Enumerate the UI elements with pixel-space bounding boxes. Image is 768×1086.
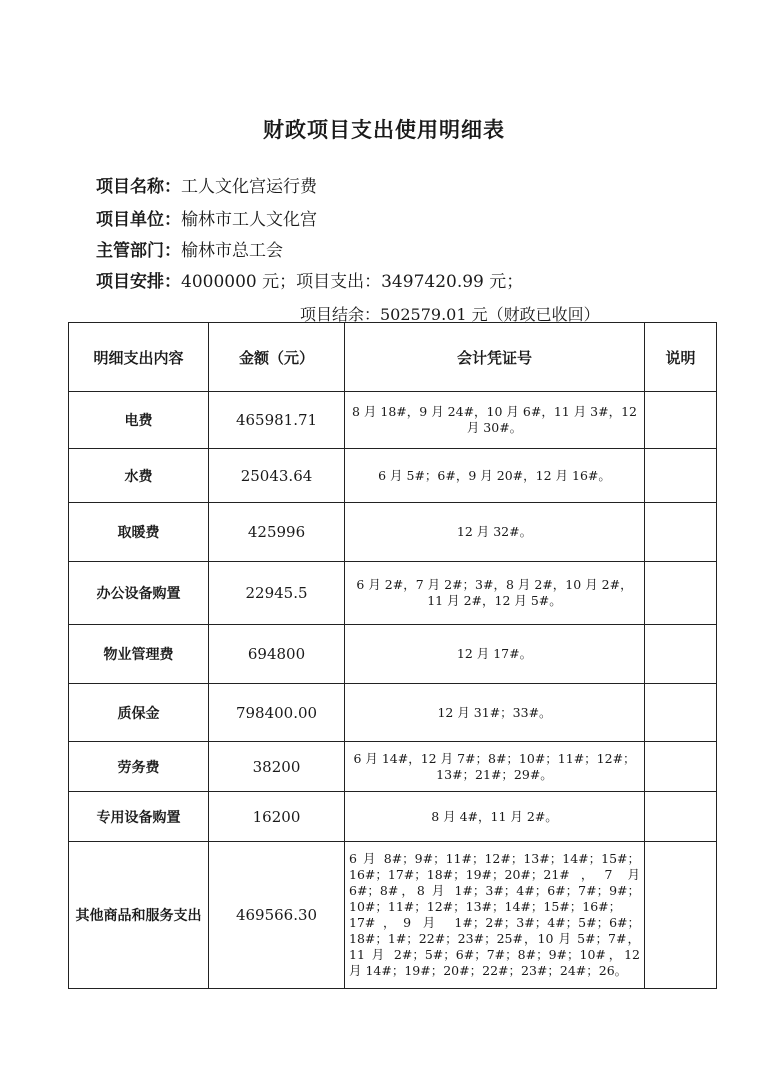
table-row [69, 742, 717, 792]
expense-detail-table [68, 322, 717, 989]
row-item: 劳务费 [69, 742, 209, 792]
row-vouchers: 6 月 2#，7 月 2#；3#，8 月 2#，10 月 2#，11 月 2#，12 月 5#。 [345, 562, 645, 625]
header-voucher: 会计凭证号 [345, 323, 645, 392]
table-header-row [69, 323, 717, 392]
table-row [69, 842, 717, 989]
page-title: 财政项目支出使用明细表 [263, 118, 505, 142]
header-item: 明细支出内容 [69, 323, 209, 392]
meta-value: 榆林市总工会 [181, 241, 283, 261]
row-item: 其他商品和服务支出 [69, 842, 209, 989]
row-note [645, 562, 717, 625]
row-amount: 798400.00 [209, 684, 345, 742]
meta-label: 主管部门： [96, 241, 181, 261]
row-amount: 694800 [209, 625, 345, 684]
row-amount: 25043.64 [209, 449, 345, 503]
row-vouchers: 12 月 17#。 [345, 625, 645, 684]
meta-balance: 项目结余：502579.01 元（财政已收回） [300, 305, 600, 324]
row-item: 物业管理费 [69, 625, 209, 684]
meta-department [96, 240, 283, 262]
table-row [69, 392, 717, 449]
row-vouchers: 8 月 4#，11 月 2#。 [345, 792, 645, 842]
row-note [645, 742, 717, 792]
meta-label: 项目名称： [96, 177, 181, 197]
row-amount: 469566.30 [209, 842, 345, 989]
meta-label: 项目安排： [96, 272, 181, 292]
row-amount: 16200 [209, 792, 345, 842]
meta-value: 工人文化宫运行费 [181, 177, 317, 197]
table-row [69, 625, 717, 684]
row-vouchers: 6 月 5#；6#，9 月 20#，12 月 16#。 [345, 449, 645, 503]
table-row [69, 792, 717, 842]
row-note [645, 792, 717, 842]
row-note [645, 842, 717, 989]
meta-arrangement [96, 271, 523, 293]
row-amount: 465981.71 [209, 392, 345, 449]
row-amount: 425996 [209, 503, 345, 562]
row-note [645, 449, 717, 503]
table-row [69, 449, 717, 503]
row-note [645, 625, 717, 684]
row-item: 电费 [69, 392, 209, 449]
row-item: 质保金 [69, 684, 209, 742]
meta-value: 榆林市工人文化宫 [181, 210, 317, 230]
row-note [645, 503, 717, 562]
meta-value: 4000000 元；项目支出：3497420.99 元； [181, 272, 524, 292]
row-amount: 22945.5 [209, 562, 345, 625]
meta-project-name [96, 176, 317, 198]
row-vouchers: 8 月 18#，9 月 24#，10 月 6#，11 月 3#，12 月 30#。 [345, 392, 645, 449]
meta-project-unit [96, 209, 317, 231]
table-row [69, 684, 717, 742]
row-item: 办公设备购置 [69, 562, 209, 625]
table-row [69, 562, 717, 625]
row-note [645, 684, 717, 742]
table-row [69, 503, 717, 562]
row-vouchers: 6 月 14#，12 月 7#；8#；10#；11#；12#；13#；21#；29#。 [345, 742, 645, 792]
row-note [645, 392, 717, 449]
row-vouchers: 6 月 8#；9#；11#；12#；13#；14#；15#；16#；17#；18#；19#；20#；21#，7 月 6#；8#，8 月 1#；3#；4#；6#；7#；9#；10#；11#；12#；13#；14#；15#；16#；17#，9 月 1#；2#；3#；4#；5#；6#；18#；1#；22#；23#；25#，10 月 5#；7#，11 月 2#；5#；6#；7#；8#；9#；10#，12 月 14#；19#；20#；22#；23#；24#；26。 [345, 842, 645, 989]
header-note: 说明 [645, 323, 717, 392]
header-amount: 金额（元） [209, 323, 345, 392]
row-amount: 38200 [209, 742, 345, 792]
row-item: 专用设备购置 [69, 792, 209, 842]
row-item: 水费 [69, 449, 209, 503]
row-vouchers: 12 月 31#；33#。 [345, 684, 645, 742]
row-vouchers: 12 月 32#。 [345, 503, 645, 562]
row-item: 取暖费 [69, 503, 209, 562]
meta-label: 项目单位： [96, 210, 181, 230]
